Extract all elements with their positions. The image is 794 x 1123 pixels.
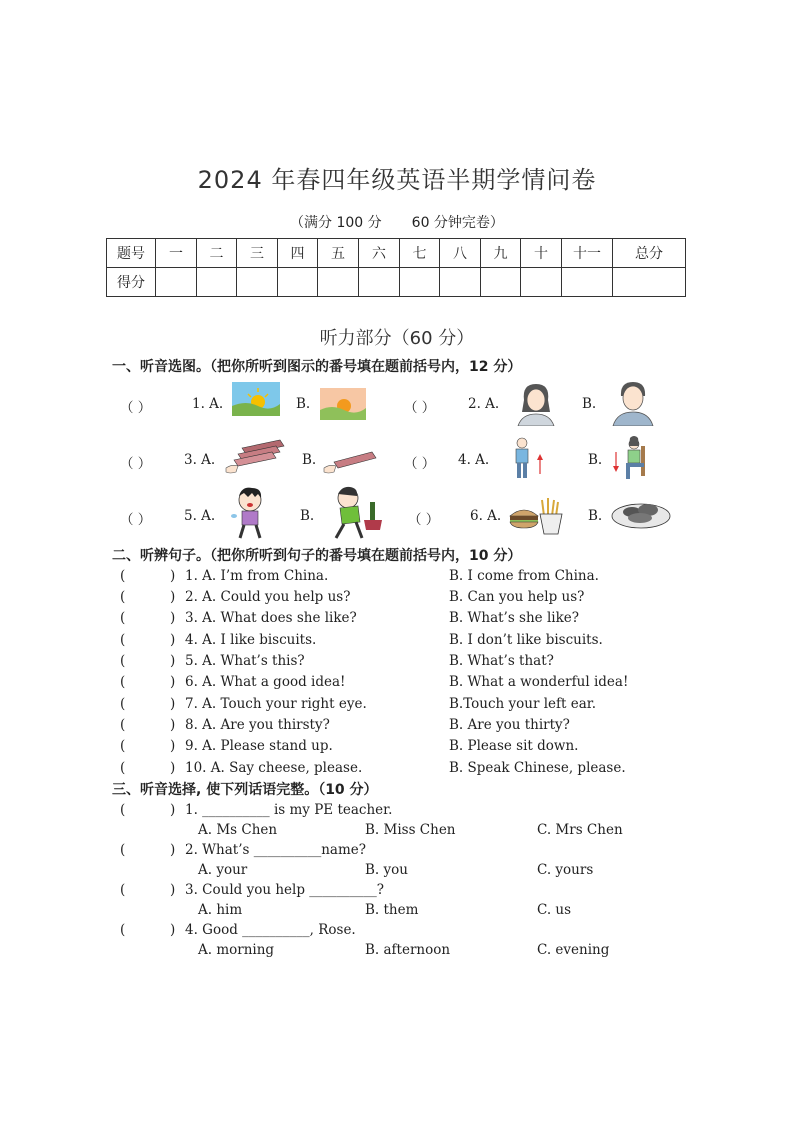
choice-c: C. evening — [537, 942, 610, 958]
score-cell[interactable] — [278, 268, 318, 297]
item-number: 1. A. — [192, 396, 224, 412]
sentence-option-a: 8. A. Are you thirsty? — [185, 717, 330, 733]
exam-title: 2024 年春四年级英语半期学情问卷 — [197, 166, 597, 194]
answer-paren-close: ) — [170, 922, 176, 938]
sentence-option-a: 2. A. Could you help us? — [185, 589, 351, 605]
option-b-label: B. — [300, 508, 315, 524]
score-cell[interactable] — [156, 268, 197, 297]
answer-paren-close: ) — [170, 738, 176, 754]
sentence-option-b: B. What’s that? — [449, 653, 554, 669]
answer-paren-close: ) — [170, 717, 176, 733]
answer-paren-open[interactable]: ( — [120, 882, 126, 898]
thirsty-boy-icon — [326, 484, 384, 540]
sentence-option-b: B. What a wonderful idea! — [449, 674, 629, 690]
sentence-option-a: 6. A. What a good idea! — [185, 674, 346, 690]
item-number: 6. A. — [470, 508, 502, 524]
answer-paren-open[interactable]: ( — [120, 760, 126, 776]
sentence-option-b: B. Please sit down. — [449, 738, 579, 754]
sunset-icon — [320, 388, 366, 420]
score-cell[interactable] — [440, 268, 481, 297]
option-b-label: B. — [588, 508, 603, 524]
option-b-label: B. — [302, 452, 317, 468]
row-header-score: 得分 — [107, 268, 156, 297]
answer-paren-close: ) — [170, 568, 176, 584]
girl-portrait-icon — [508, 378, 564, 426]
column-header: 三 — [237, 239, 278, 268]
score-cell[interactable] — [359, 268, 400, 297]
row-header-number: 题号 — [107, 239, 156, 268]
answer-paren-open[interactable]: ( — [120, 610, 126, 626]
hamburger-fries-icon — [508, 494, 574, 536]
boy-portrait-icon — [604, 376, 662, 426]
question-number-row — [107, 239, 686, 268]
choice-a: A. morning — [198, 942, 275, 958]
hot-boy-icon — [228, 486, 274, 540]
sentence-option-a: 3. A. What does she like? — [185, 610, 357, 626]
answer-paren-close: ) — [170, 802, 176, 818]
answer-paren-open[interactable]: ( — [120, 653, 126, 669]
choice-a: A. him — [198, 902, 243, 918]
item-number: 4. A. — [458, 452, 490, 468]
column-header: 四 — [278, 239, 318, 268]
choice-b: B. afternoon — [365, 942, 451, 958]
column-header: 八 — [440, 239, 481, 268]
answer-paren-open[interactable]: ( — [120, 674, 126, 690]
choice-c: C. us — [537, 902, 572, 918]
sit-down-icon — [608, 434, 654, 484]
exam-subtitle — [0, 212, 794, 232]
column-header: 十 — [521, 239, 562, 268]
option-b-label: B. — [588, 452, 603, 468]
sentence-option-b: B. I don’t like biscuits. — [449, 632, 603, 648]
stacked-rulers-icon — [224, 438, 286, 476]
answer-paren-open[interactable]: ( — [120, 632, 126, 648]
answer-paren[interactable]: （ ） — [120, 456, 152, 472]
score-cell[interactable] — [237, 268, 278, 297]
column-header: 五 — [318, 239, 359, 268]
food-plate-icon — [610, 494, 672, 532]
fill-blank-question: 1. __________ is my PE teacher. — [185, 802, 393, 818]
column-header: 一 — [156, 239, 197, 268]
item-number: 5. A. — [184, 508, 216, 524]
choice-b: B. you — [365, 862, 408, 878]
score-cell[interactable] — [613, 268, 686, 297]
score-table — [106, 238, 686, 297]
choice-a: A. Ms Chen — [198, 822, 278, 838]
part1-heading: 一、听音选图。（把你所听到图示的番号填在题前括号内，12 分） — [112, 359, 522, 375]
answer-paren[interactable]: （ ） — [404, 456, 436, 472]
answer-paren-close: ) — [170, 610, 176, 626]
score-cell[interactable] — [197, 268, 237, 297]
part3-heading: 三、听音选择, 使下列话语完整。（10 分） — [112, 782, 378, 798]
answer-paren-close: ) — [170, 760, 176, 776]
choice-c: C. Mrs Chen — [537, 822, 623, 838]
answer-paren-open[interactable]: ( — [120, 696, 126, 712]
sentence-option-b: B. What’s she like? — [449, 610, 580, 626]
answer-paren-close: ) — [170, 882, 176, 898]
sentence-option-a: 10. A. Say cheese, please. — [185, 760, 363, 776]
answer-paren-open[interactable]: ( — [120, 738, 126, 754]
sentence-option-b: B. Speak Chinese, please. — [449, 760, 626, 776]
fill-blank-question: 4. Good __________, Rose. — [185, 922, 356, 938]
answer-paren[interactable]: （ ） — [408, 512, 440, 528]
choice-b: B. them — [365, 902, 419, 918]
sentence-option-a: 9. A. Please stand up. — [185, 738, 333, 754]
column-header: 六 — [359, 239, 400, 268]
answer-paren-open[interactable]: ( — [120, 568, 126, 584]
choice-c: C. yours — [537, 862, 594, 878]
answer-paren-open[interactable]: ( — [120, 802, 126, 818]
column-header: 十一 — [562, 239, 613, 268]
sentence-option-b: B. I come from China. — [449, 568, 599, 584]
score-row — [107, 268, 686, 297]
column-header: 九 — [481, 239, 521, 268]
score-cell[interactable] — [400, 268, 440, 297]
sentence-option-a: 5. A. What’s this? — [185, 653, 305, 669]
sentence-option-a: 7. A. Touch your right eye. — [185, 696, 367, 712]
item-number: 3. A. — [184, 452, 216, 468]
fill-blank-question: 3. Could you help __________? — [185, 882, 384, 898]
fill-blank-question: 2. What’s __________name? — [185, 842, 366, 858]
stand-up-icon — [508, 436, 548, 482]
answer-paren[interactable]: （ ） — [120, 512, 152, 528]
answer-paren-close: ) — [170, 653, 176, 669]
column-header: 总分 — [613, 239, 686, 268]
answer-paren-close: ) — [170, 632, 176, 648]
single-ruler-icon — [322, 446, 378, 476]
sunrise-icon — [232, 382, 280, 416]
answer-paren-open[interactable]: ( — [120, 842, 126, 858]
listening-section-title: 听力部分（60 分） — [319, 328, 475, 349]
sentence-option-a: 1. A. I’m from China. — [185, 568, 329, 584]
sentence-option-b: B. Can you help us? — [449, 589, 585, 605]
column-header: 二 — [197, 239, 237, 268]
time-limit-text: 60 分钟完卷） — [411, 215, 504, 231]
option-b-label: B. — [296, 396, 311, 412]
score-cell[interactable] — [318, 268, 359, 297]
answer-paren-open[interactable]: ( — [120, 589, 126, 605]
sentence-option-a: 4. A. I like biscuits. — [185, 632, 317, 648]
answer-paren-open[interactable]: ( — [120, 922, 126, 938]
answer-paren-close: ) — [170, 589, 176, 605]
answer-paren-open[interactable]: ( — [120, 717, 126, 733]
sentence-option-b: B.Touch your left ear. — [449, 696, 597, 712]
score-cell[interactable] — [521, 268, 562, 297]
answer-paren[interactable]: （ ） — [120, 400, 152, 416]
full-score-text: （满分 100 分 — [290, 215, 382, 231]
answer-paren-close: ) — [170, 674, 176, 690]
part2-heading: 二、听辨句子。（把你所听到句子的番号填在题前括号内，10 分） — [112, 548, 522, 564]
item-number: 2. A. — [468, 396, 500, 412]
answer-paren[interactable]: （ ） — [404, 400, 436, 416]
choice-a: A. your — [198, 862, 248, 878]
choice-b: B. Miss Chen — [365, 822, 456, 838]
option-b-label: B. — [582, 396, 597, 412]
score-cell[interactable] — [481, 268, 521, 297]
answer-paren-close: ) — [170, 696, 176, 712]
sentence-option-b: B. Are you thirty? — [449, 717, 570, 733]
column-header: 七 — [400, 239, 440, 268]
answer-paren-close: ) — [170, 842, 176, 858]
score-cell[interactable] — [562, 268, 613, 297]
